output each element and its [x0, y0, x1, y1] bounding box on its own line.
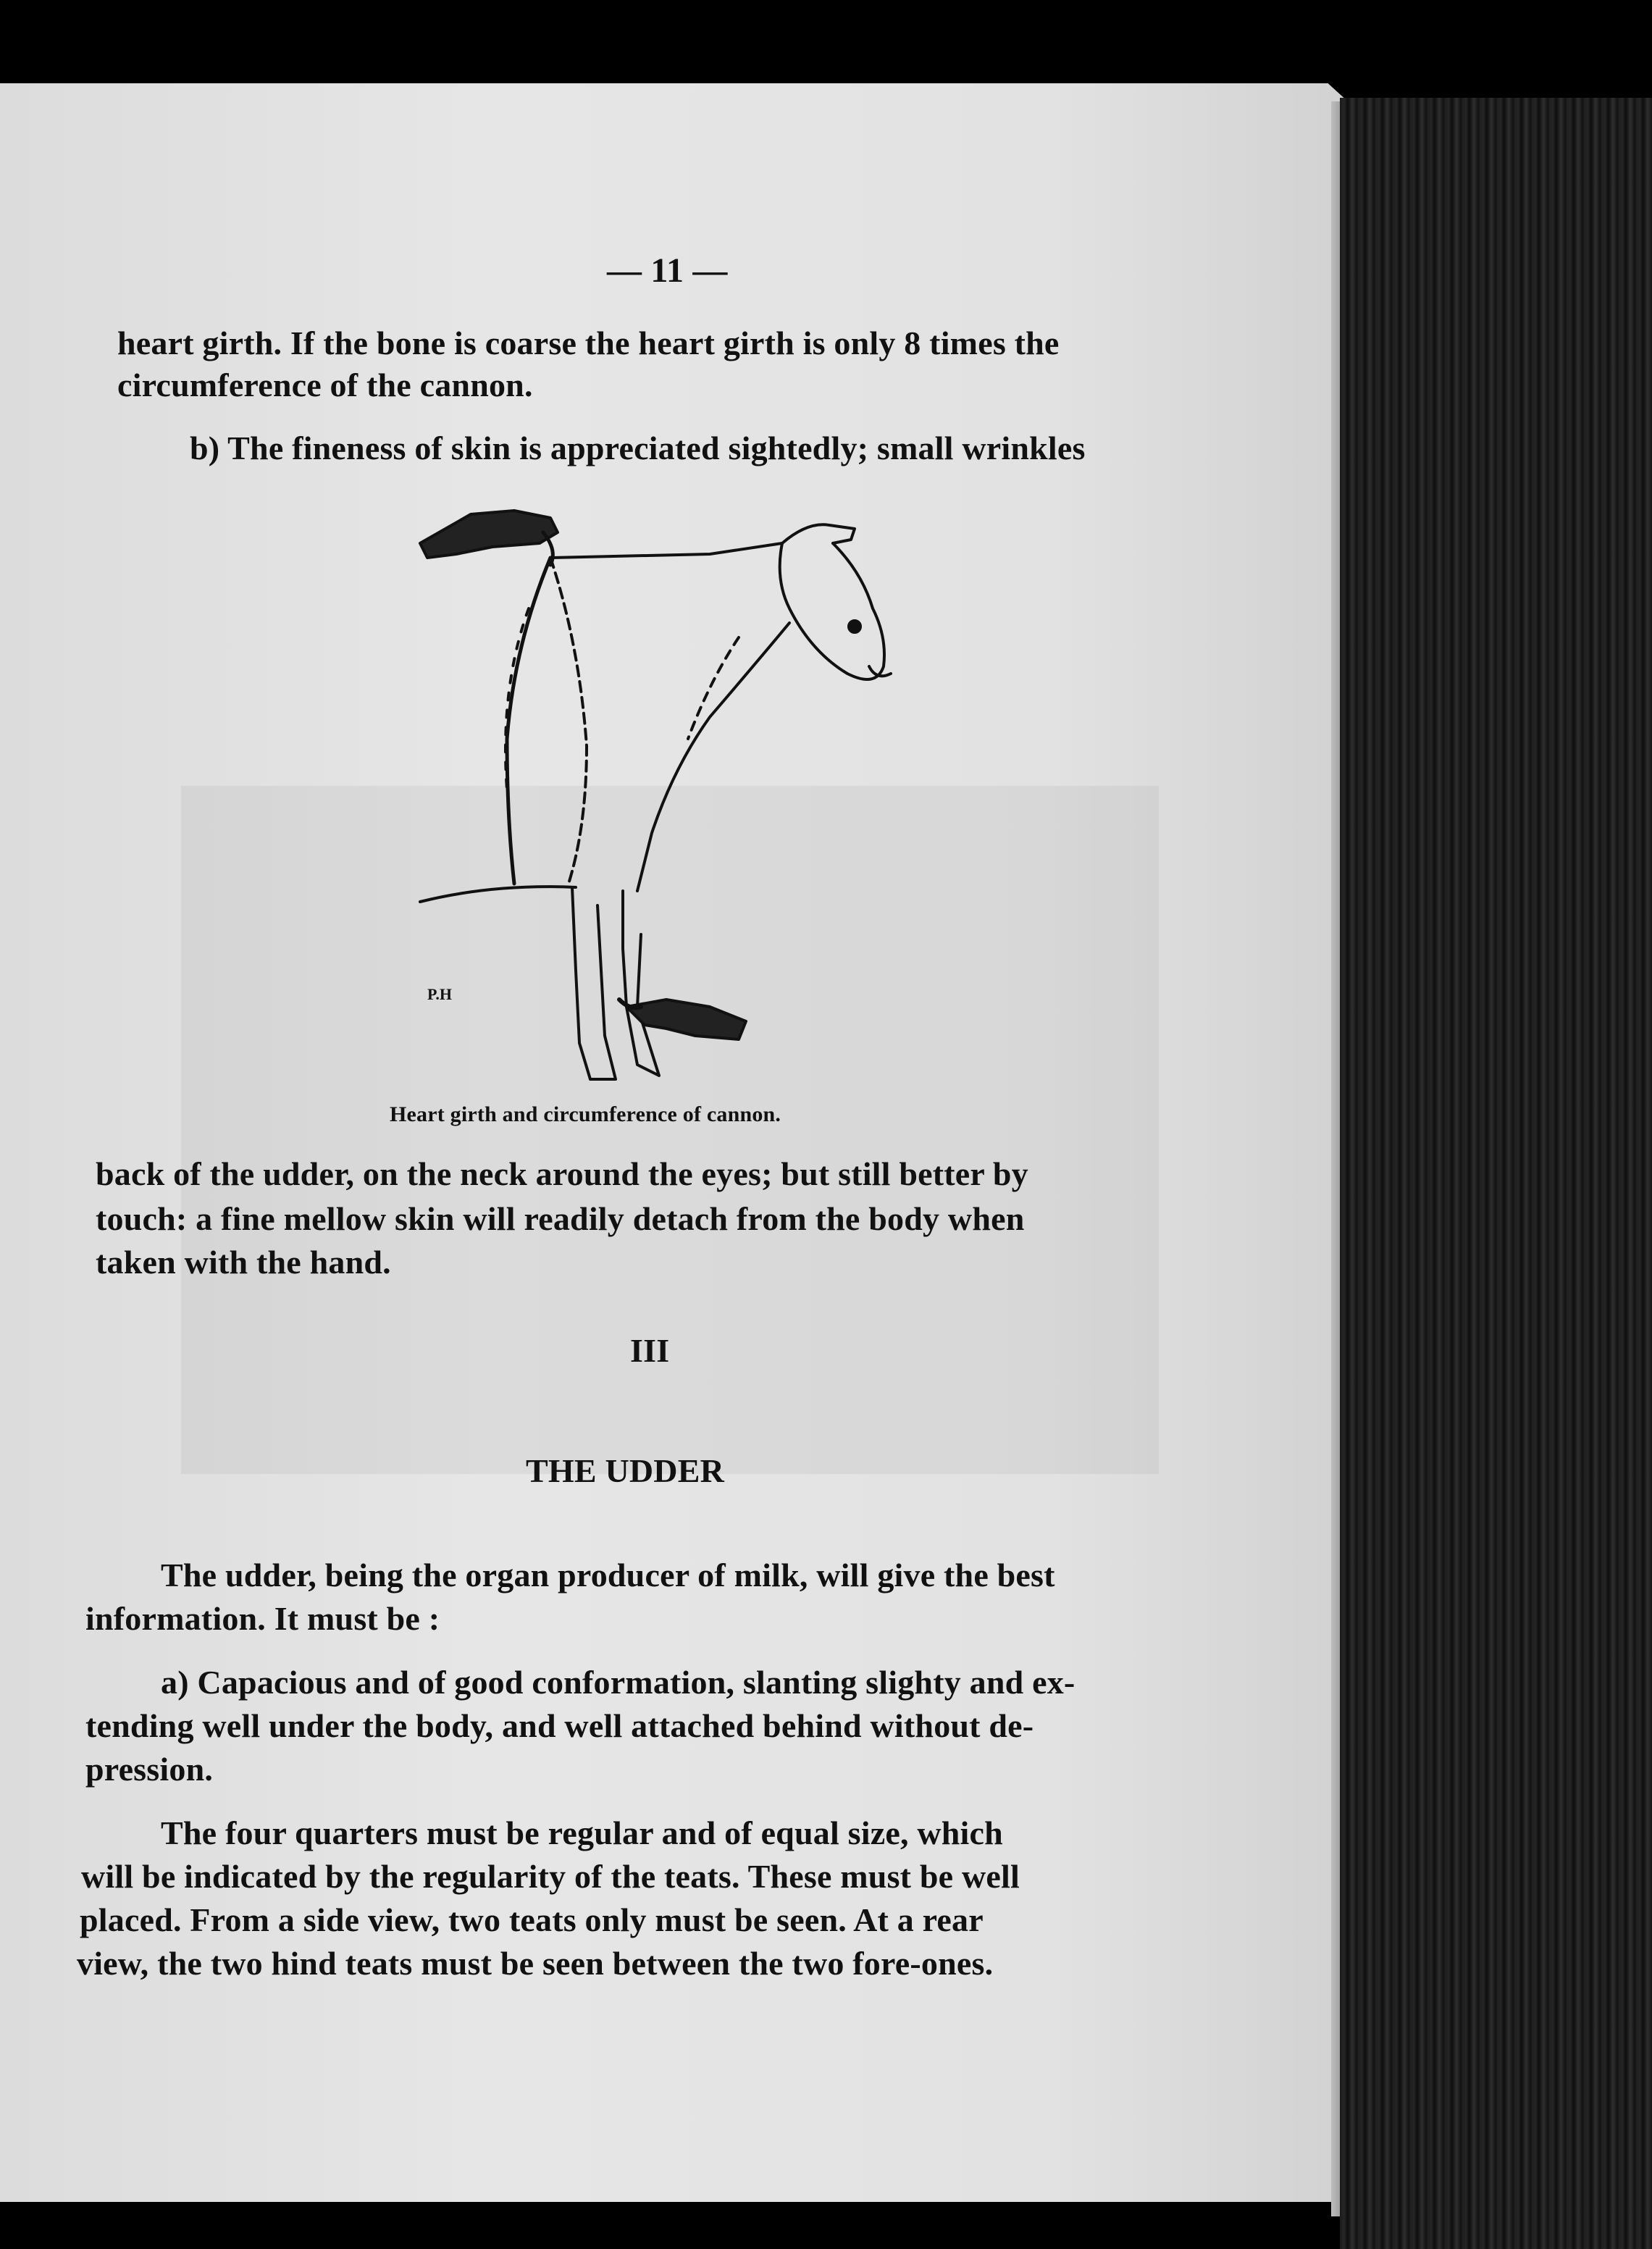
paragraph-3-line-2: will be indicated by the regularity of the teats. These must be well [81, 1858, 1020, 1895]
text-line-4: back of the udder, on the neck around the eyes; but still better by [96, 1155, 1028, 1192]
text-line-2: circumference of the cannon. [117, 367, 533, 403]
paragraph-3-line-3: placed. From a side view, two teats only must be seen. At a rear [80, 1901, 984, 1938]
paragraph-3-line-1: The four quarters must be regular and of equal size, which [161, 1814, 1003, 1851]
book-spine [1340, 98, 1652, 2249]
cow-illustration [406, 500, 956, 1101]
paragraph-1-line-2: information. It must be : [85, 1600, 440, 1637]
figure-caption: Heart girth and circumference of cannon. [390, 1102, 781, 1126]
paragraph-3-line-4: view, the two hind teats must be seen between the two fore-ones. [77, 1945, 994, 1982]
cow-drawing-svg [406, 500, 956, 1101]
section-title: THE UDDER [526, 1452, 725, 1489]
text-line-3: b) The fineness of skin is appreciated sightedly; small wrinkles [190, 430, 1086, 466]
text-line-1: heart girth. If the bone is coarse the heart girth is only 8 times the [117, 324, 1060, 361]
illustrator-initials: P.H [427, 985, 453, 1003]
paragraph-1-line-1: The udder, being the organ producer of milk, will give the best [161, 1557, 1055, 1593]
section-number: III [630, 1332, 670, 1369]
paragraph-2-line-1: a) Capacious and of good conformation, slanting slighty and ex- [161, 1664, 1076, 1701]
page-number: — 11 — [607, 251, 728, 290]
paragraph-2-line-3: pression. [85, 1751, 214, 1788]
text-line-6: taken with the hand. [96, 1244, 391, 1281]
paragraph-2-line-2: tending well under the body, and well attached behind without de- [85, 1707, 1034, 1744]
text-line-5: touch: a fine mellow skin will readily detach from the body when [96, 1200, 1025, 1237]
